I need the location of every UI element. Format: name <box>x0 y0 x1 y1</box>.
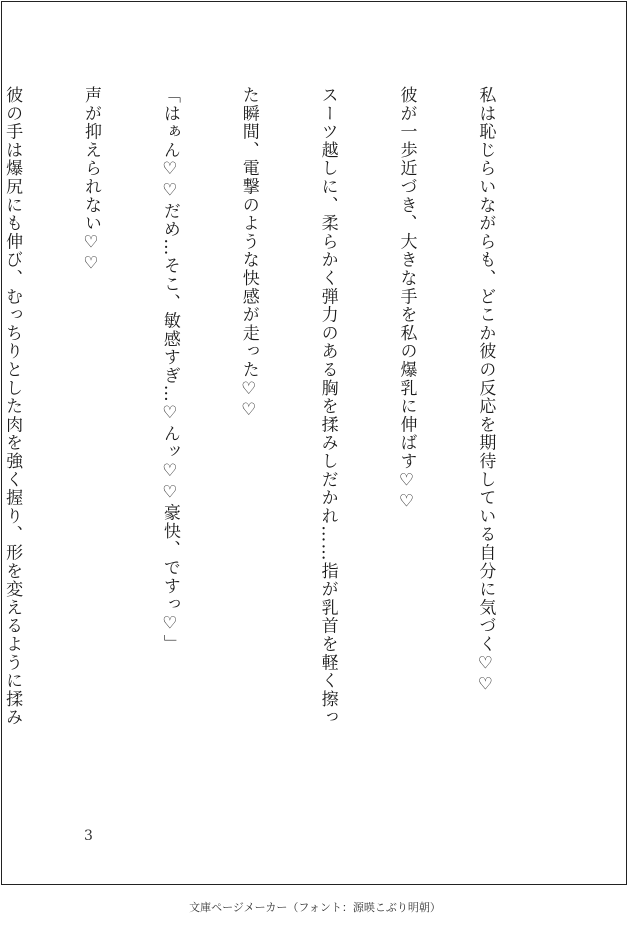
text-line: 私は恥じらいながらも、どこか彼の反応を期待している自分に気づく♡♡ <box>475 86 496 696</box>
text-line: 彼が一歩近づき、大きな手を私の爆乳に伸ばす♡♡ <box>396 86 417 513</box>
text-line: スーツ越しに、柔らかく弾力のある胸を揉みしだかれ……指が乳首を軽く擦っ <box>317 86 338 727</box>
text-line: 「はぁん♡♡だめ…そこ、敏感すぎ…♡んッ♡♡豪快、ですっ♡」 <box>159 86 180 653</box>
page-number: 3 <box>84 828 93 844</box>
page-frame <box>1 1 627 885</box>
text-line: た瞬間、電撃のような快感が走った♡♡ <box>238 86 259 422</box>
vertical-body-text <box>0 86 551 826</box>
text-line: 声が抑えられない♡♡ <box>80 86 101 275</box>
text-line: 彼の手は爆尻にも伸び、むっちりとした肉を強く握り、形を変えるように揉み <box>2 86 23 727</box>
footer-credit: 文庫ページメーカー（フォント：源暎こぶり明朝） <box>189 901 441 914</box>
